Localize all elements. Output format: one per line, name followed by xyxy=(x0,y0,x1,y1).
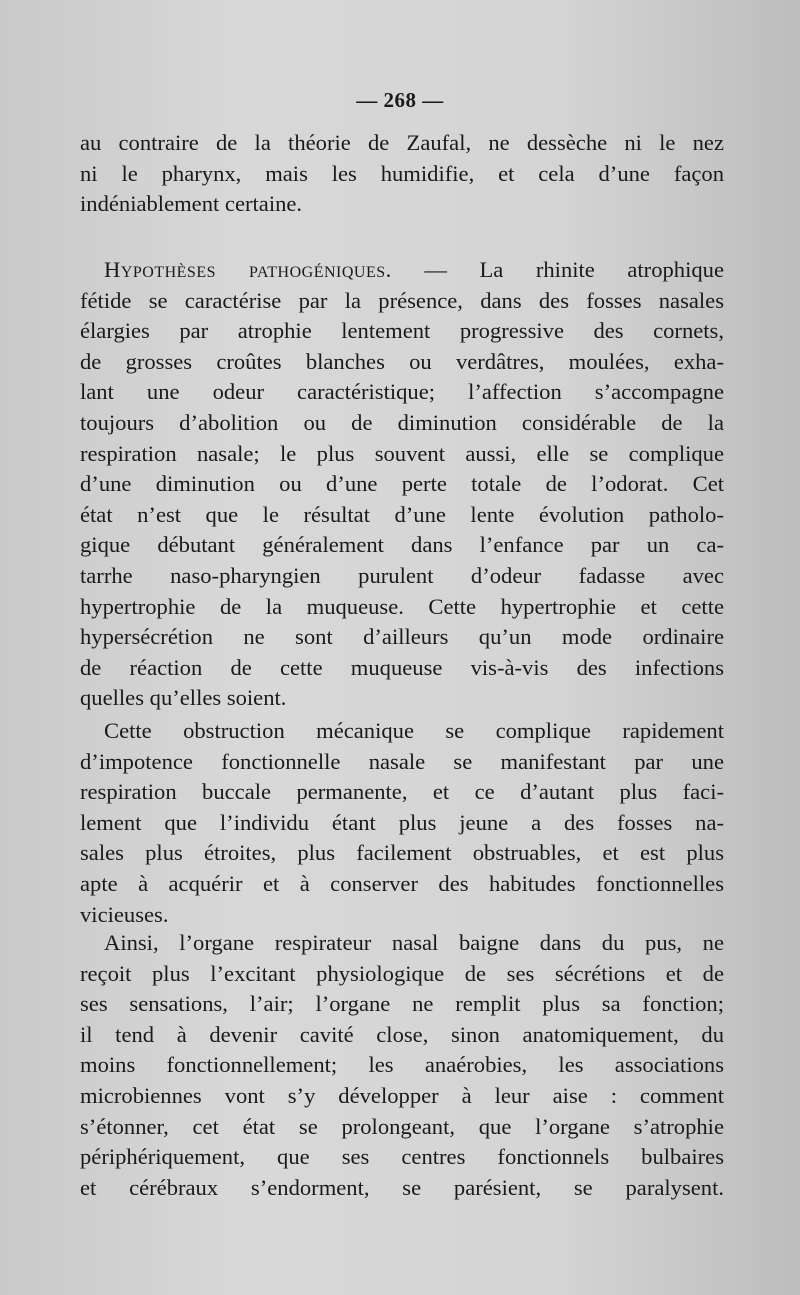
paragraph-4 xyxy=(80,928,724,1203)
section-heading: Hypothèses pathogéniques. xyxy=(104,257,392,282)
text-line: de grosses croûtes blanches ou verdâtres, moulées, exha- xyxy=(80,348,724,374)
text-line: s’étonner, cet état se prolongeant, que l’organe s’atrophie xyxy=(80,1113,724,1139)
text-line: ses sensations, l’air; l’organe ne remplit plus sa fonction; xyxy=(80,991,724,1017)
text-line: d’impotence fonctionnelle nasale se manifestant par une xyxy=(80,748,724,774)
text-line: hypertrophie de la muqueuse. Cette hypertrophie et cette xyxy=(80,593,724,619)
text-line: de réaction de cette muqueuse vis-à-vis des infections xyxy=(80,654,724,680)
text-line: moins fonctionnellement; les anaérobies, les associations xyxy=(80,1052,724,1078)
text-line: quelles qu’elles soient. xyxy=(80,685,287,711)
text-line: microbiennes vont s’y développer à leur aise : comment xyxy=(80,1082,724,1108)
text-line: reçoit plus l’excitant physiologique de ses sécrétions et de xyxy=(80,960,724,986)
text-line: respiration nasale; le plus souvent aussi, elle se complique xyxy=(80,440,724,466)
text-line: état n’est que le résultat d’une lente évolution patholo- xyxy=(80,501,724,527)
text-line: hypersécrétion ne sont d’ailleurs qu’un mode ordinaire xyxy=(80,624,724,650)
text-line: d’une diminution ou d’une perte totale de l’odorat. Cet xyxy=(80,471,724,497)
paragraph-1 xyxy=(80,128,724,220)
text-line: lant une odeur caractéristique; l’affection s’accompagne xyxy=(80,379,724,405)
text-line: vicieuses. xyxy=(80,901,169,927)
text-line: périphériquement, que ses centres fonctionnels bulbaires xyxy=(80,1144,724,1170)
text-line: respiration buccale permanente, et ce d’autant plus faci- xyxy=(80,779,724,805)
page-number: — 268 — xyxy=(356,88,444,112)
text-line: gique débutant généralement dans l’enfance par un ca- xyxy=(80,532,724,558)
text-line: — La rhinite atrophique xyxy=(391,257,724,282)
paragraph-3 xyxy=(80,716,724,930)
text-line: toujours d’abolition ou de diminution considérable de la xyxy=(80,409,724,435)
text-line: indéniablement certaine. xyxy=(80,191,303,217)
text-line: ni le pharynx, mais les humidifie, et cela d’une façon xyxy=(80,160,724,186)
text-line: fétide se caractérise par la présence, dans des fosses nasales xyxy=(80,287,724,313)
text-line: apte à acquérir et à conserver des habitudes fonctionnelles xyxy=(80,870,724,896)
text-line: Cette obstruction mécanique se complique rapidement xyxy=(104,718,724,743)
text-line: au contraire de la théorie de Zaufal, ne dessèche ni le nez xyxy=(80,130,724,155)
text-line: lement que l’individu étant plus jeune a des fosses na- xyxy=(80,809,724,835)
paragraph-2 xyxy=(80,255,724,714)
text-line: tarrhe naso-pharyngien purulent d’odeur fadasse avec xyxy=(80,562,724,588)
text-line-with-heading xyxy=(80,255,724,286)
text-line: sales plus étroites, plus facilement obstruables, et est plus xyxy=(80,840,724,866)
text-line: Ainsi, l’organe respirateur nasal baigne dans du pus, ne xyxy=(104,930,724,955)
text-line: élargies par atrophie lentement progressive des cornets, xyxy=(80,318,724,344)
text-line: et cérébraux s’endorment, se parésient, se paralysent. xyxy=(80,1174,724,1200)
text-line: il tend à devenir cavité close, sinon anatomiquement, du xyxy=(80,1021,724,1047)
